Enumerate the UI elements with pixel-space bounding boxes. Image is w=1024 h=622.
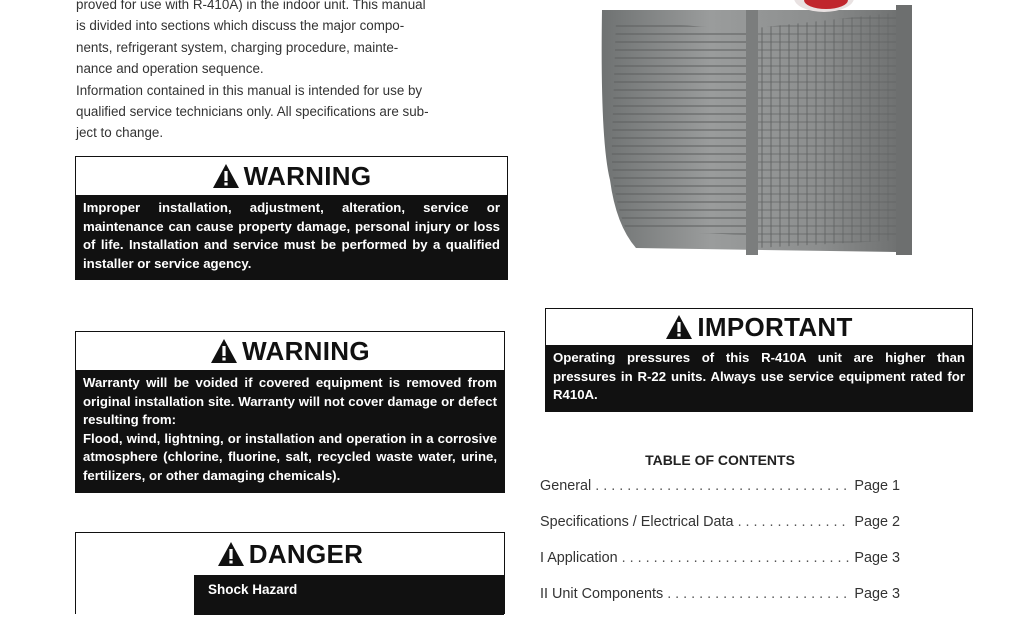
toc-label: Specifications / Electrical Data: [540, 514, 734, 530]
warning-header: [76, 332, 504, 370]
warning-triangle-icon: [665, 314, 693, 340]
warning-body-1: Warranty will be voided if covered equipment is removed from original installation site. Warranty will not cover damage or defect resulting from:: [83, 375, 497, 428]
toc-row[interactable]: [540, 478, 900, 514]
toc-page: Page 2: [854, 514, 900, 530]
danger-subtitle: Shock Hazard: [194, 575, 504, 615]
important-body: Operating pressures of this R-410A unit are higher than pressures in R-22 units. Always use service equipment rated for R410A.: [553, 350, 965, 403]
important-title: IMPORTANT: [697, 311, 853, 342]
warning-body: Improper installation, adjustment, alteration, service or maintenance can cause property damage, personal injury or loss of life. Installation and service must be performed by a qualified installer or service agency.: [83, 200, 500, 271]
important-text: [546, 345, 972, 411]
toc-leader: [622, 550, 851, 566]
toc-page: Page 3: [854, 586, 900, 602]
important-box: [545, 308, 973, 412]
toc-row[interactable]: [540, 586, 900, 622]
toc-leader: [738, 514, 851, 530]
toc-row[interactable]: [540, 550, 900, 586]
danger-header: [76, 533, 504, 575]
important-header: [546, 309, 972, 345]
warning-title: WARNING: [242, 335, 370, 366]
warning-box-warranty: [75, 331, 505, 493]
toc-label: I Application: [540, 550, 618, 566]
warning-header: [76, 157, 507, 195]
warning-triangle-icon: [217, 541, 245, 567]
toc-label: II Unit Components: [540, 586, 664, 602]
warning-box-installation: [75, 156, 508, 280]
warning-body-2: Flood, wind, lightning, or installation and operation in a corrosive atmosphere (chlorine, fluorine, salt, recycled waste water, urine, fertilizers, or other damaging chemicals).: [83, 430, 497, 483]
toc-row[interactable]: [540, 514, 900, 550]
intro-line: nents, refrigerant system, charging procedure, mainte-: [76, 39, 399, 55]
condenser-unit-image: [596, 0, 914, 260]
warning-text: [76, 370, 504, 492]
danger-title: DANGER: [248, 538, 364, 569]
intro-line: qualified service technicians only. All specifications are sub-: [76, 104, 429, 120]
intro-line: is divided into sections which discuss the major compo-: [76, 18, 405, 34]
table-of-contents: [540, 452, 900, 622]
intro-line: nance and operation sequence.: [76, 61, 264, 77]
toc-page: Page 1: [854, 478, 900, 494]
intro-line: proved for use with R-410A) in the indoor unit. This manual: [76, 0, 426, 12]
danger-symbol-area: [76, 575, 194, 615]
toc-leader: [595, 478, 850, 494]
danger-box: [75, 532, 505, 614]
warning-title: WARNING: [243, 160, 372, 191]
intro-line: Information contained in this manual is intended for use by: [76, 82, 423, 98]
toc-label: General: [540, 478, 592, 494]
toc-title: TABLE OF CONTENTS: [645, 452, 795, 468]
warning-triangle-icon: [212, 163, 240, 189]
intro-paragraph: [76, 0, 506, 144]
intro-line: ject to change.: [76, 125, 164, 141]
danger-body: [76, 575, 504, 615]
warning-text: [76, 195, 507, 279]
warning-triangle-icon: [210, 338, 238, 364]
toc-page: Page 3: [854, 550, 900, 566]
